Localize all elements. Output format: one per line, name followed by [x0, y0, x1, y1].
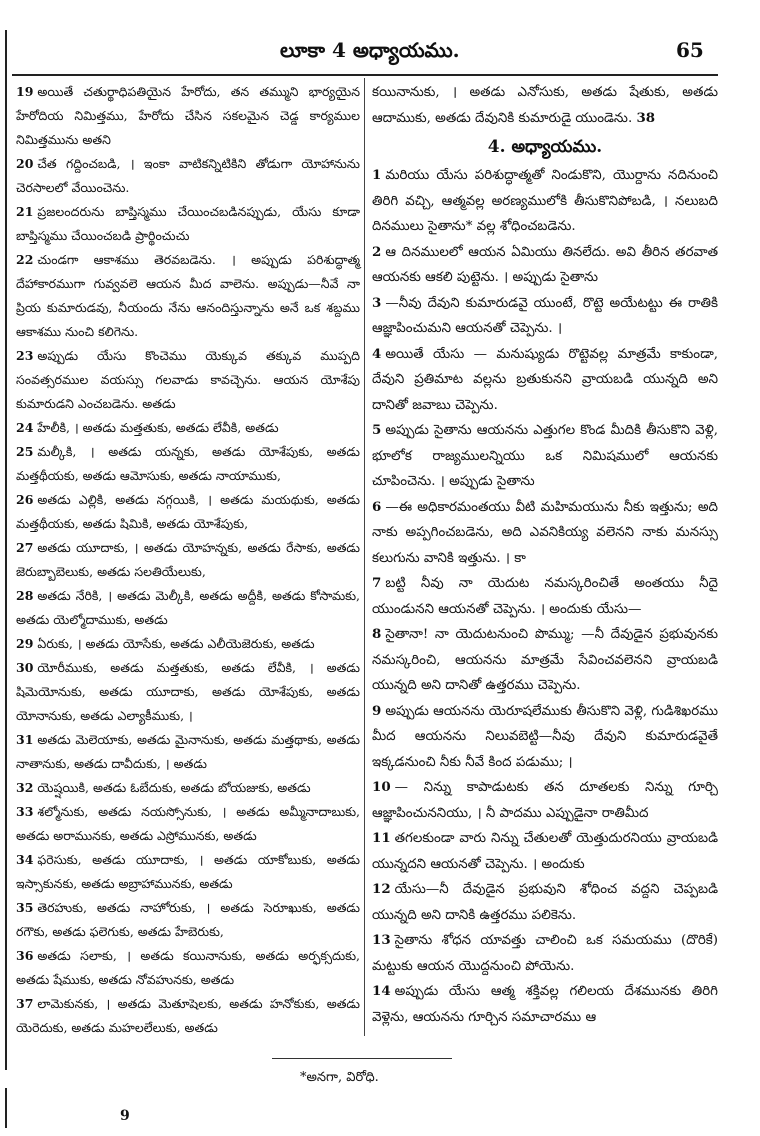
verse-text: అతడు యూదాకు, । అతడు యోహన్నకు, అతడు రేసాకు, అతడు జెరుబ్బాబెలుకు, అతడు సలతియేలుకు, [16, 540, 360, 579]
verse [372, 495, 718, 572]
verse [372, 571, 718, 622]
verse [16, 152, 360, 200]
binding-edge-line [5, 30, 7, 1070]
verse [16, 488, 360, 536]
verse-text: —ఈ అధికారమంతయు వీటి మహిమయును నీకు ఇత్తును; అది నాకు అప్పగించబడెను, అది ఎవనికియ్య వలెనని నాకు మనస్సు కలుగును వానికి ఇత్తును. । కా [372, 499, 718, 566]
verse-number: 22 [16, 252, 34, 267]
verse-text: మరియు యేసు పరిశుద్ధాత్మతో నిండుకొని, యొర్దాను నదినుంచి తిరిగి వచ్చి, ఆత్మవల్ల అరణ్యములోకి తీసుకొనిపోబడి, । నలుబది దినములు సైతాను* వల్ల శోధించబడెను. [372, 168, 718, 234]
verse-number: 38 [636, 109, 656, 126]
verse-text: హేలీకి, । అతడు మత్తతుకు, అతడు లేవీకి, అతడు [37, 420, 279, 435]
verse-number: 7 [372, 575, 382, 591]
right-column [372, 80, 718, 1030]
verse [372, 877, 718, 928]
verse-text: అతడు నేరికి, । అతడు మెల్కీకి, అతడు అద్దీకి, అతడు కోసామకు, అతడు యెల్మోదాముకు, అతడు [16, 588, 360, 627]
verse-number: 35 [16, 900, 34, 915]
verse-text: —నీవు దేవుని కుమారుడవై యుంటే, రొట్టె అయేటట్టు ఈ రాతికి ఆజ్ఞాపించుమని ఆయనతో చెప్పెను. । [372, 295, 718, 336]
verse [16, 344, 360, 416]
verse-text: తగలకుండా వారు నిన్ను చేతులతో యెత్తుదురనియు వ్రాయబడి యున్నదని ఆయనతో చెప్పెను. । అందుకు [372, 831, 718, 872]
verse-text: తెరహుకు, అతడు నాహోరుకు, । అతడు సెరూఖుకు, అతడు రగౌకు, అతడు ఫలెగుకు, అతడు హేబెరుకు, [16, 900, 360, 939]
verse [372, 826, 718, 877]
verse-text: అప్పుడు సైతాను ఆయనను ఎత్తుగల కొండ మీదికి తీసుకొని వెళ్లి, భూలోక రాజ్యములన్నియు ఒక నిమిషములో ఆయనకు చూపించెను. । అప్పుడు సైతాను [372, 423, 718, 489]
verse [372, 622, 718, 699]
verse-text: ఆ దినములలో ఆయన ఏమియు తినలేదు. అవి తీరిన తరవాత ఆయనకు ఆకలి పుట్టెను. । అప్పుడు సైతాను [372, 244, 718, 285]
verse-number: 27 [16, 540, 34, 555]
verse-text: అతడు మెలెయాకు, అతడు మైనానుకు, అతడు మత్తథాకు, అతడు నాతానుకు, అతడు దావీదుకు, । అతడు [16, 732, 360, 771]
verse [16, 416, 360, 440]
verse-number: 3 [372, 294, 382, 311]
verse-text: అయితే చతుర్థాధిపతియైన హేరోదు, తన తమ్ముని భార్యయైన హేరోదియ నిమిత్తము, హేరోదు చేసిన సకలమైన చెడ్డ కార్యముల నిమిత్తమును అతని [16, 84, 360, 147]
verse-number: 14 [372, 983, 391, 999]
verse-number: 24 [16, 420, 34, 435]
header-rule [12, 74, 718, 76]
verse [16, 536, 360, 584]
verse-text: చేత గద్దించబడి, । ఇంకా వాటికన్నిటికిని తోడుగా యోహానును చెరసాలలో వేయించెను. [16, 156, 360, 195]
verse [16, 632, 360, 656]
verse-text: శల్మోనుకు, అతడు నయస్సోనుకు, । అతడు అమ్మీనాదాబుకు, అతడు అరామునకు, అతడు ఎస్రోమునకు, అతడు [16, 804, 360, 843]
verse [16, 992, 360, 1040]
footnote: *అనగా, విరోధి. [300, 1070, 379, 1085]
verse [372, 699, 718, 776]
verse [372, 979, 718, 1030]
verse [16, 776, 360, 800]
verse-text: — నిన్ను కాపాడుటకు తన దూతలకు నిన్ను గూర్చి ఆజ్ఞాపించుననియు, । నీ పాదము ఎప్పుడైనా రాతిమీద [372, 780, 718, 821]
verse [16, 200, 360, 248]
verse-number: 36 [16, 948, 34, 963]
verse-number: 8 [372, 626, 382, 642]
verse-text: అప్పుడు యేసు కొంచెము యెక్కువ తక్కువ ముప్పది సంవత్సరముల వయస్సు గలవాడు కావచ్చెను. ఆయన యోశేపు కుమారుడని ఎంచబడెను. అతడు [16, 348, 360, 411]
verse-number: 37 [16, 996, 34, 1011]
right-verses [372, 163, 718, 1030]
verse-number: 29 [16, 636, 34, 651]
verse-number: 4 [372, 345, 382, 362]
verse-number: 9 [372, 702, 382, 719]
verse-text: యెష్షయికి, అతడు ఓబేదుకు, అతడు బోయజుకు, అతడు [37, 780, 311, 795]
verse [16, 728, 360, 776]
page-number: 65 [676, 38, 704, 62]
verse-text: అప్పుడు యేసు ఆత్మ శక్తివల్ల గలిలయ దేశమునకు తిరిగి వెళ్లెను, ఆయనను గూర్చిన సమాచారము ఆ [372, 984, 718, 1025]
verse [16, 896, 360, 944]
verse-number: 21 [16, 204, 34, 219]
verse-number: 20 [16, 156, 34, 171]
verse [372, 240, 718, 291]
verse-number: 31 [16, 732, 34, 747]
verse [16, 848, 360, 896]
verse-text: ఏరుకు, । అతడు యోసేకు, అతడు ఎలీయెజెరుకు, అతడు [37, 636, 315, 651]
verse [16, 80, 360, 152]
verse-number: 13 [372, 932, 391, 948]
verse-number: 10 [372, 779, 391, 795]
verse-number: 26 [16, 492, 34, 507]
column-divider [364, 78, 365, 1036]
verse-text: అయితే యేసు — మనుష్యుడు రొట్టెవల్ల మాత్రమే కాకుండా, దేవుని ప్రతిమాట వల్లను బ్రతుకునని వ్రాయబడి యున్నది అని దానితో జవాబు చెప్పెను. [372, 346, 718, 413]
verse [372, 163, 718, 240]
verse-text: బట్టి నీవు నా యెదుట నమస్కరించితే అంతయు నీదై యుండునని ఆయనతో చెప్పెను. । అందుకు యేసు— [372, 576, 718, 617]
verse-number: 6 [372, 498, 382, 515]
signature-mark: 9 [120, 1108, 130, 1124]
verse-number: 28 [16, 588, 34, 603]
verse [16, 248, 360, 344]
verse-text: యోరీముకు, అతడు మత్తతుకు, అతడు లేవీకి, । అతడు షిమెయోనుకు, అతడు యూదాకు, అతడు యోశేపుకు, అతడు యోనానుకు, అతడు ఎల్యాకీముకు, । [16, 660, 360, 723]
verse [372, 418, 718, 495]
verse-text: ప్రజలందరును బాప్తిస్మము చేయించబడినప్పుడు, యేసు కూడా బాప్తిస్మము చేయించబడి ప్రార్థించుచు [16, 204, 360, 243]
verse-text: కయినానుకు, । అతడు ఎనోసుకు, అతడు షేతుకు, అతడు ఆదాముకు, అతడు దేవునికి కుమారుడై యుండెను. [372, 85, 718, 126]
verse-text: సైతానా! నా యెదుటనుంచి పొమ్ము; —నీ దేవుడైన ప్రభువునకు నమస్కరించి, ఆయనను మాత్రమే సేవించవలెనని వ్రాయబడి యున్నది అని దానితో ఉత్తరము చెప్పెను. [372, 627, 718, 693]
verse-text: లామెకునకు, । అతడు మెతూషెలకు, అతడు హనోకుకు, అతడు యెరెదుకు, అతడు మహలలేలుకు, అతడు [16, 996, 360, 1035]
verse-number: 25 [16, 444, 34, 459]
verse-number: 19 [16, 84, 34, 99]
verse-number: 34 [16, 852, 34, 867]
running-header [0, 38, 760, 68]
verse-text: అతడు ఎల్లికి, అతడు నగ్గయికి, । అతడు మయథుకు, అతడు మత్తథీయకు, అతడు షిమికి, అతడు యోశేపుకు, [16, 492, 360, 531]
verse [16, 800, 360, 848]
verse-text: ఫరెసుకు, అతడు యూదాకు, । అతడు యాకోబుకు, అతడు ఇస్సాకునకు, అతడు అబ్రాహామునకు, అతడు [16, 852, 360, 891]
left-column [16, 80, 360, 1040]
verse [372, 291, 718, 342]
verse [372, 775, 718, 826]
verse-text: సైతాను శోధన యావత్తు చాలించి ఒక సమయము (దొరికే) మట్టుకు ఆయన యొద్దనుంచి పోయెను. [372, 933, 718, 974]
verse-text: యేసు—నీ దేవుడైన ప్రభువుని శోధించ వద్దని చెప్పబడి యున్నది అని దానికి ఉత్తరము పలికెను. [372, 882, 718, 923]
verse-number: 1 [372, 167, 382, 183]
footnote-rule [272, 1058, 452, 1059]
verse-number: 2 [372, 243, 382, 260]
verse-number: 32 [16, 780, 34, 795]
verse [16, 944, 360, 992]
verse [372, 80, 718, 131]
verse [16, 440, 360, 488]
running-title: లూకా 4 అధ్యాయము. [280, 38, 460, 62]
verse [372, 928, 718, 979]
verse-number: 30 [16, 660, 34, 675]
verse-number: 12 [372, 881, 391, 897]
verse-text: మల్కీకి, । అతడు యన్నకు, అతడు యోశేపుకు, అతడు మత్తథీయకు, అతడు ఆమోసుకు, అతడు నాయాముకు, [16, 444, 360, 483]
verse-number: 5 [372, 422, 382, 438]
chapter-heading: 4. అధ్యాయము. [487, 137, 603, 157]
verse-number: 33 [16, 804, 34, 819]
verse-text: అప్పుడు ఆయనను యెరూషలేముకు తీసుకొని వెళ్లి, గుడిశిఖరము మీద ఆయనను నిలువబెట్టి—నీవు దేవుని కుమారుడవైతే ఇక్కడనుంచి నీకు నీవే కింద పడుము; । [372, 703, 718, 770]
verse-text: చుండగా ఆకాశము తెరవబడెను. । అప్పుడు పరిశుద్ధాత్మ దేహాకారముగా గువ్వవలె ఆయన మీద వాలెను. అప్పుడు—నీవే నా ప్రియ కుమారుడవు, నీయందు నేను ఆనందిస్తున్నాను అనే ఒక శబ్దము ఆకాశము నుంచి కలిగెను. [16, 252, 360, 339]
binding-edge-line-lower [5, 1088, 7, 1128]
verse [372, 342, 718, 419]
verse-text: అతడు సలాకు, । అతడు కయినానుకు, అతడు అర్ఫక్సదుకు, అతడు షేముకు, అతడు నోవహునకు, అతడు [16, 948, 360, 987]
verse-number: 11 [372, 830, 391, 846]
verse [16, 656, 360, 728]
verse [16, 584, 360, 632]
verse-number: 23 [16, 348, 34, 363]
